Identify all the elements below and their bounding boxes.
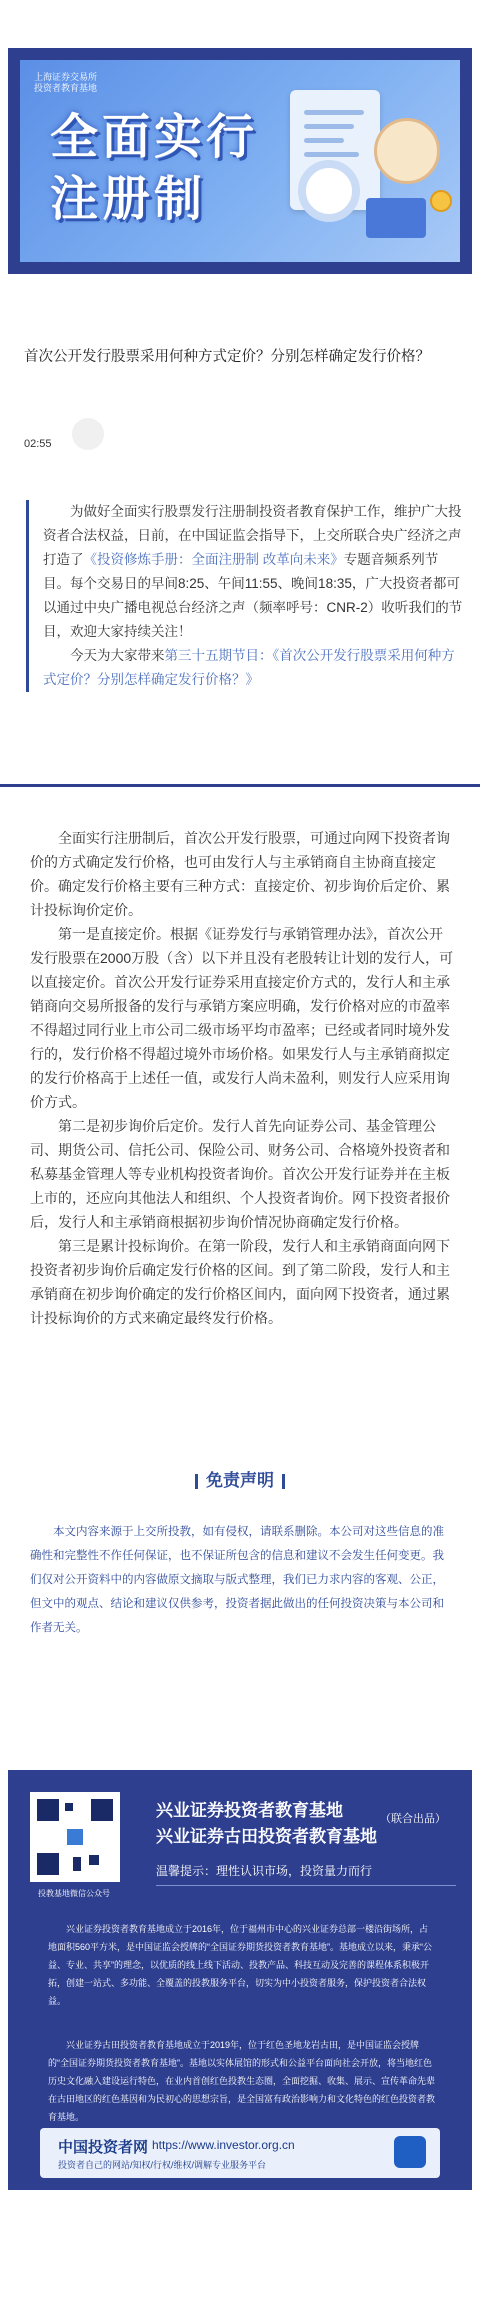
seal-illustration: [298, 160, 360, 222]
base-description-1: 兴业证券投资者教育基地成立于2016年，位于福州市中心的兴业证券总部一楼沿街场所，占地面积560平方米，是中国证监会授牌的“全国证券期货投资者教育基地”。基地成立以来，秉承“公益、专业、共享”的理念，以优质的线上线下活动、投教产品、科技互动及完善的课程体系积极开拓，创建一站式、多功能、全覆盖的投教服务平台，切实为中小投资者服务，保护投资者合法权益。: [48, 1924, 433, 2006]
body-paragraph: 全面实行注册制后，首次公开发行股票，可通过向网下投资者询价的方式确定发行价格，也可由发行人与主承销商自主协商直接定价。确定发行价格主要有三种方式：直接定价、初步询价后定价、累计投标询价定价。: [30, 830, 450, 918]
site-logo-icon: [394, 2136, 426, 2168]
play-button[interactable]: [72, 418, 104, 450]
audio-duration: 02:55: [24, 438, 52, 450]
site-name: 中国投资者网: [58, 2139, 149, 2156]
base-name-2: 兴业证券古田投资者教育基地: [156, 1827, 377, 1846]
base-description-2: 兴业证券古田投资者教育基地成立于2019年，位于红色圣地龙岩古田，是中国证监会授牌的“全国证券期货投资者教育基地”。基地以实体展馆的形式和公益平台面向社会开放，将当地红色历史文化融入建设运行特色，在业内首创红色投教生态圈，全面挖掘、收集、展示、宣传革命先辈在古田地区的红色基因和为民初心的思想宗旨，是全国富有政治影响力和文化特色的红色投资者教育基地。: [48, 2040, 436, 2122]
site-url[interactable]: https://www.investor.org.cn: [152, 2138, 295, 2152]
episode-link[interactable]: 第三十五期节目：《首次公开发行股票采用何种方式定价？分别怎样确定发行价格？》: [43, 648, 455, 687]
sse-logo: [34, 72, 97, 94]
investor-site-banner[interactable]: [40, 2128, 440, 2178]
joint-label: （联合出品）: [380, 1813, 446, 1825]
logo-line1: 上海证券交易所: [34, 72, 98, 82]
base-name-1: 兴业证券投资者教育基地: [156, 1801, 343, 1820]
banner-image: [20, 60, 460, 262]
article-body: [30, 826, 454, 1330]
site-slogan: 投资者自己的网站/知权/行权/维权/调解专业服务平台: [58, 2160, 267, 2170]
banner-title-line2: 注册制: [50, 171, 207, 227]
coin-icon: [430, 190, 452, 212]
intro-paragraph-2: 今天为大家带来第三十五期节目：《首次公开发行股票采用何种方式定价？分别怎样确定发行价格？》: [43, 648, 455, 687]
banner-frame: [8, 48, 472, 274]
audio-player[interactable]: [24, 412, 456, 448]
block-illustration: [366, 198, 426, 238]
intro-quote: [26, 500, 465, 692]
section-divider: [0, 784, 480, 787]
logo-line2: 投资者教育基地: [34, 83, 98, 93]
disclaimer-text: 本文内容来源于上交所投教，如有侵权，请联系删除。本公司对这些信息的准确性和完整性不作任何保证，也不保证所包含的信息和建议不会发生任何变更。我们仅对公开资料中的内容做原文摘取与版式整理，我们已力求内容的客观、公正，但文中的观点、结论和建议仅供参考，投资者据此做出的任何投资决策与本公司和作者无关。: [30, 1526, 444, 1634]
intro-paragraph-1: 为做好全面实行股票发行注册制投资者教育保护工作，维护广大投资者合法权益，日前，在中国证监会指导下，上交所联合央广经济之声打造了《投资修炼手册：全面注册制 改革向未来》专题音频系列节目。每个交易日的早间8:25、午间11:55、晚间18:35，广大投资者都可以通过中央广播电视总台经济之声（频率呼号：CNR-2）收听我们的节目，欢迎大家持续关注！: [43, 504, 463, 639]
disclaimer-heading: 免责声明: [0, 1466, 480, 1491]
investment-tip: 温馨提示：理性认识市场，投资量力而行: [156, 1862, 456, 1886]
episode-question: 首次公开发行股票采用何种方式定价？分别怎样确定发行价格？: [24, 349, 430, 365]
body-paragraph: 第一是直接定价。根据《证券发行与承销管理办法》，首次公开发行股票在2000万股（含）以下并且没有老股转让计划的发行人，可以直接定价。首次公开发行证券采用直接定价方式的，发行人和主承销商向交易所报备的发行与承销方案应明确，发行价格对应的市盈率不得超过同行业上市公司二级市场平均市盈率；已经或者同时境外发行的，发行价格不得超过境外市场价格。如果发行人与主承销商拟定的发行价格高于上述任一值，或发行人尚未盈利，则发行人应采用询价方式。: [30, 926, 454, 1110]
qr-label: 投教基地微信公众号: [38, 1889, 110, 1898]
heading-bar-right: [282, 1474, 285, 1489]
qr-code: [30, 1792, 120, 1882]
body-paragraph: 第二是初步询价后定价。发行人首先向证券公司、基金管理公司、期货公司、信托公司、保险公司、财务公司、合格境外投资者和私募基金管理人等专业机构投资者询价。首次公开发行证券并在主板上市的，还应向其他法人和组织、个人投资者询价。网下投资者报价后，发行人和主承销商根据初步询价情况协商确定发行价格。: [30, 1118, 450, 1230]
heading-bar-left: [195, 1474, 198, 1489]
series-link[interactable]: 《投资修炼手册：全面注册制 改革向未来》: [83, 552, 344, 567]
footer-card: [8, 1770, 472, 2190]
banner-title-line1: 全面实行: [50, 109, 259, 165]
mascot-illustration: [374, 118, 440, 184]
body-paragraph: 第三是累计投标询价。在第一阶段，发行人和主承销商面向网下投资者初步询价后确定发行价格的区间。到了第二阶段，发行人和主承销商在初步询价确定的发行价格区间内，面向网下投资者，通过累计投标询价的方式来确定最终发行价格。: [30, 1238, 450, 1326]
